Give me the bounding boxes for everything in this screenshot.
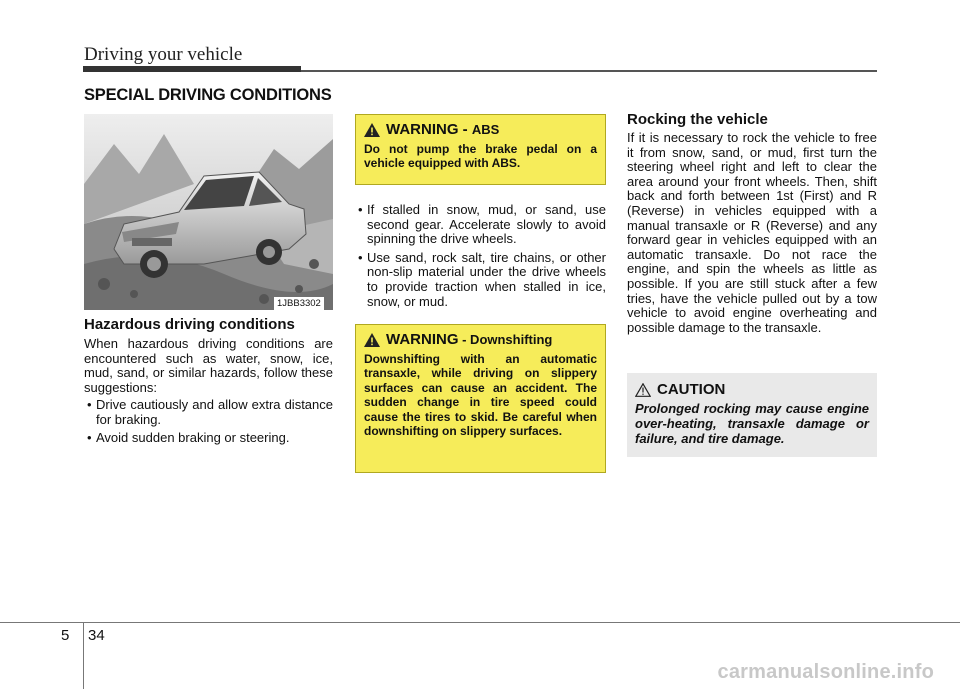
footer-rule [0,622,960,623]
warning-text: Do not pump the brake pedal on a vehicle equipped with ABS. [364,142,597,171]
illustration-code: 1JBB3302 [274,297,324,310]
car-illustration [84,114,333,310]
list-item: • Avoid sudden braking or steering. [84,431,333,446]
list-item: • Drive cautiously and allow extra distance for braking. [84,398,333,427]
section-title: SPECIAL DRIVING CONDITIONS [84,86,332,104]
warning-subtitle: ABS [471,122,500,137]
hazardous-paragraph: When hazardous driving conditions are encountered such as water, snow, ice, mud, sand, or similar hazards, follow these suggestions: [84,336,333,395]
stalled-bullet-list [355,203,606,313]
rocking-heading: Rocking the vehicle [627,111,768,128]
warning-title: WARNING - [386,121,472,138]
chapter-number: 5 [61,627,70,644]
list-item: • If stalled in snow, mud, or sand, use second gear. Accelerate slowly to avoid spinning the drive wheels. [355,203,606,247]
caution-triangle-icon [635,383,651,397]
warning-text: Downshifting with an automatic transaxle, while driving on slippery surfaces can cause an accident. The sudden change in tire speed could cause the tires to skid. Be careful when downshifting on slippery surfaces. [364,352,597,439]
page-number: 34 [88,627,105,644]
warning-abs-box [355,114,606,185]
header-bar [83,66,301,72]
hazardous-bullet-list [84,398,333,450]
watermark: carmanualsonline.info [717,661,934,683]
caution-box [627,373,877,457]
footer-divider [83,622,84,689]
warning-triangle-icon [364,123,380,137]
header-rule [301,70,877,72]
caution-text: Prolonged rocking may cause engine over-heating, transaxle damage or failure, and tire damage. [635,401,869,446]
warning-title: WARNING [386,331,459,348]
warning-subtitle: - Downshifting [458,332,553,347]
hazardous-heading: Hazardous driving conditions [84,316,295,333]
header-title: Driving your vehicle [84,44,243,65]
warning-downshifting-box [355,324,606,473]
rocking-paragraph: If it is necessary to rock the vehicle to free it from snow, sand, or mud, first turn the steering wheel right and left to clear the area around your front wheels. Then, shift back and forth between 1st (First) and R (Reverse) in vehicles equipped with a manual transaxle or R (Reverse) and any forward gear in vehicles equipped with an automatic transaxle. Do not race the engine, and spin the wheels as little as possible. If you are still stuck after a few tries, have the vehicle pulled out by a tow vehicle to avoid engine overheating and possible damage to the transaxle. [627,130,877,335]
warning-triangle-icon [364,333,380,347]
caution-title: CAUTION [657,381,726,398]
list-item: • Use sand, rock salt, tire chains, or other non-slip material under the drive wheels to provide traction when stalled in ice, snow, or mud. [355,251,606,309]
